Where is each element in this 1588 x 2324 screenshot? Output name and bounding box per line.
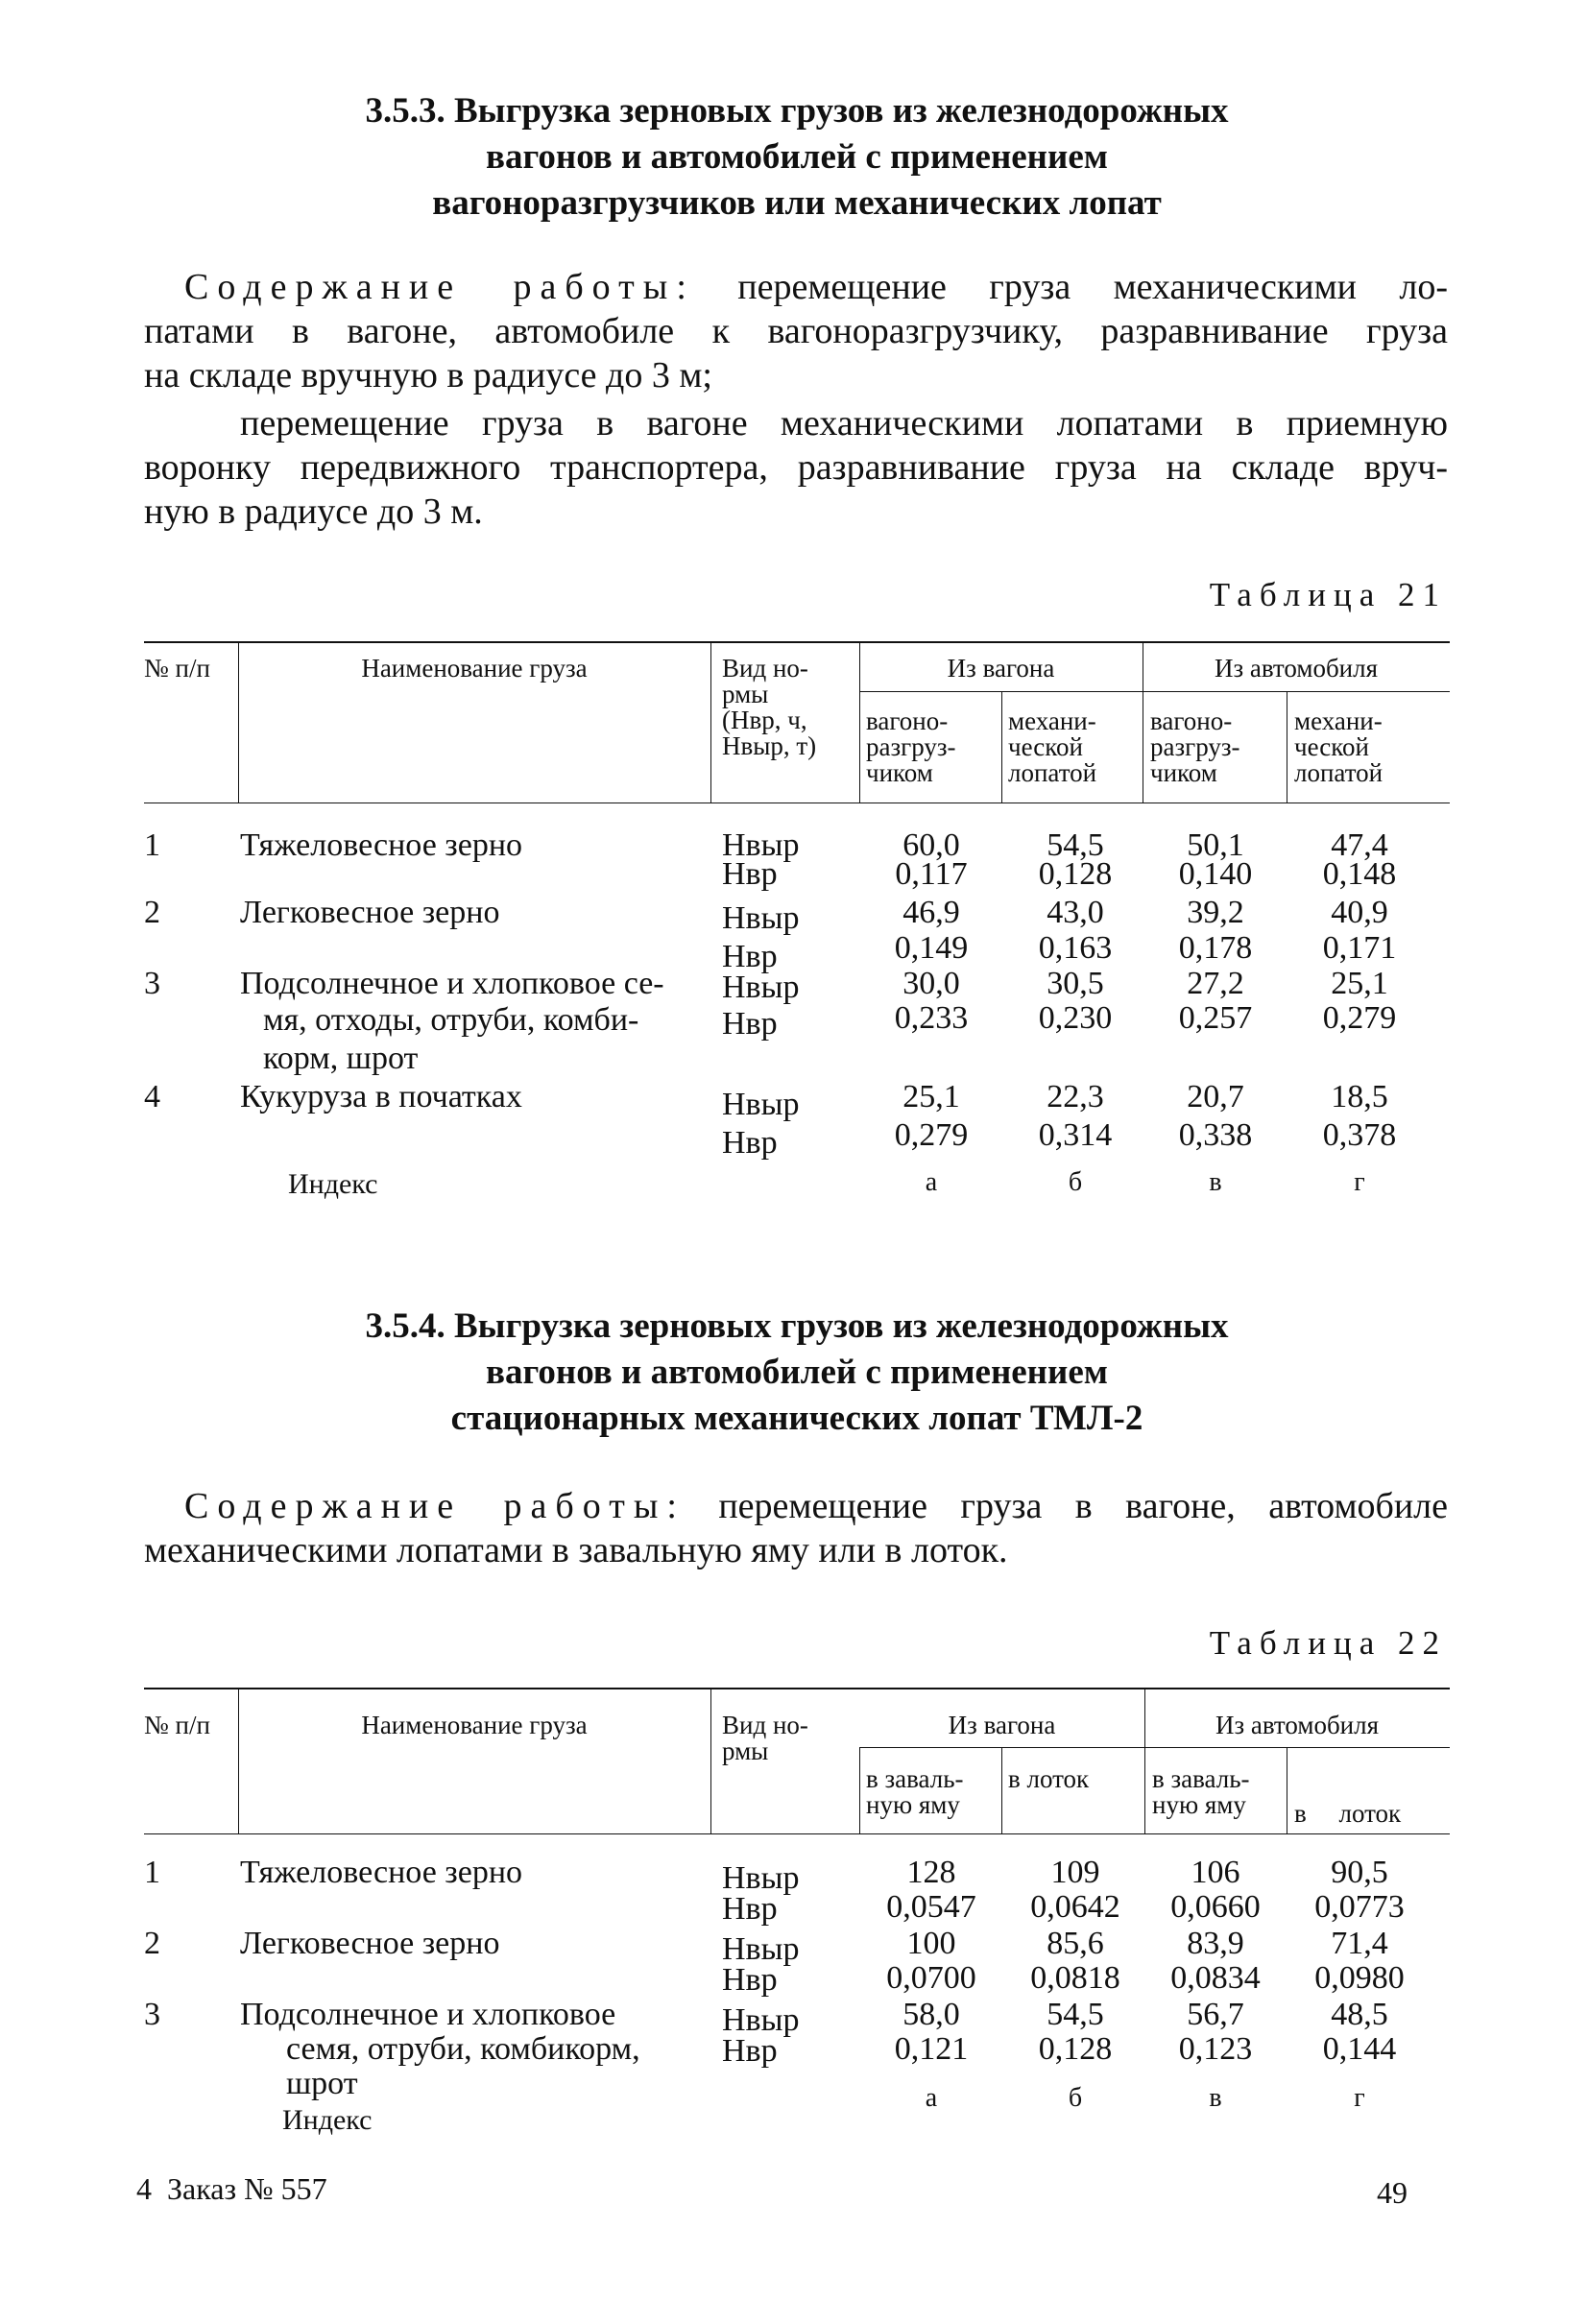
- value-cell: 0,121: [894, 2031, 969, 2067]
- norm-label: Нвыр: [722, 970, 800, 1005]
- value-cell: 106: [1191, 1855, 1240, 1890]
- header-kind-line: рмы: [722, 680, 769, 708]
- heading-line: вагонов и автомобилей с применением: [486, 1353, 1108, 1392]
- value-cell: 54,5: [1047, 827, 1104, 863]
- norm-label: Нвр: [722, 1962, 778, 1998]
- index-cell: г: [1354, 2083, 1365, 2113]
- subheader-line: ную яму: [1152, 1790, 1246, 1819]
- value-cell: 48,5: [1331, 1997, 1388, 2032]
- header-kind-line: Нвыр, т): [722, 731, 817, 760]
- table-22-caption: Таблица 22: [1209, 1624, 1447, 1662]
- value-cell: 109: [1050, 1855, 1100, 1890]
- value-cell: 54,5: [1047, 1997, 1104, 2032]
- value-cell: 0,148: [1322, 856, 1397, 892]
- column-divider: [859, 1747, 860, 1833]
- value-cell: 83,9: [1187, 1926, 1244, 1961]
- subheader-line: в заваль-: [866, 1764, 964, 1793]
- content-label: Содержание работы:: [184, 267, 695, 307]
- value-cell: 0,279: [894, 1117, 969, 1153]
- content-line: механическими лопатами в завальную яму или в лоток.: [144, 1530, 1008, 1570]
- value-cell: 0,0980: [1314, 1960, 1405, 1996]
- row-number: 1: [144, 1855, 160, 1890]
- cargo-name: Легковесное зерно: [240, 1926, 500, 1961]
- column-divider: [1144, 1688, 1145, 1833]
- value-cell: 0,233: [894, 1000, 969, 1036]
- heading-line: 3.5.4. Выгрузка зерновых грузов из железнодорожных: [365, 1306, 1229, 1346]
- subheader-line: вагоно-: [866, 707, 949, 735]
- value-cell: 30,0: [902, 966, 960, 1001]
- table-22-header-rule: [144, 1833, 1450, 1834]
- index-cell: а: [925, 2083, 938, 2113]
- subheader-line: лопатой: [1294, 758, 1383, 787]
- content-line: [144, 1484, 1448, 1528]
- value-cell: 0,230: [1038, 1000, 1113, 1036]
- header-name: Наименование груза: [361, 1711, 588, 1739]
- cargo-name: корм, шрот: [263, 1041, 419, 1076]
- column-divider: [710, 1688, 711, 1833]
- value-cell: 22,3: [1047, 1079, 1104, 1114]
- cargo-name: Подсолнечное и хлопковое: [240, 1997, 616, 2032]
- subheader-line: ную яму: [866, 1790, 960, 1819]
- norm-label: Нвр: [722, 1006, 778, 1042]
- value-cell: 0,0773: [1314, 1889, 1405, 1925]
- header-from-car: Из автомобиля: [1214, 654, 1379, 683]
- value-cell: 30,5: [1047, 966, 1104, 1001]
- norm-label: Нвр: [722, 2033, 778, 2069]
- value-cell: 0,0642: [1030, 1889, 1120, 1925]
- subheader-line: механи-: [1008, 707, 1096, 735]
- norm-label: Нвыр: [722, 2002, 800, 2038]
- cargo-name: семя, отруби, комбикорм,: [286, 2031, 640, 2067]
- value-cell: 0,163: [1038, 930, 1113, 966]
- index-cell: б: [1068, 2083, 1083, 2113]
- norm-label: Нвыр: [722, 1860, 800, 1896]
- subheader-car-pit: [1152, 1766, 1250, 1818]
- subheader-line: вагоно-: [1150, 707, 1233, 735]
- row-number: 2: [144, 895, 160, 930]
- value-cell: 85,6: [1047, 1926, 1104, 1961]
- value-cell: 0,257: [1178, 1000, 1253, 1036]
- heading-line: вагоноразгрузчиков или механических лопат: [432, 183, 1162, 223]
- value-cell: 60,0: [902, 827, 960, 863]
- column-divider: [710, 641, 711, 803]
- section-3-5-4-content: [144, 1484, 1448, 1572]
- subheader-mechanical-shovel: [1008, 708, 1096, 786]
- value-cell: 25,1: [1331, 966, 1388, 1001]
- content-line: ную в радиусе до 3 м.: [144, 491, 483, 532]
- value-cell: 0,279: [1322, 1000, 1397, 1036]
- header-name: Наименование груза: [361, 654, 588, 683]
- index-label: Индекс: [288, 1168, 378, 1200]
- row-number: 4: [144, 1079, 160, 1114]
- subheader-line: чиком: [1150, 758, 1217, 787]
- value-cell: 0,171: [1322, 930, 1397, 966]
- header-from-wagon: Из вагона: [948, 1711, 1056, 1739]
- subheader-line: разгруз-: [866, 732, 956, 761]
- value-cell: 0,0700: [886, 1960, 976, 1996]
- row-number: 3: [144, 966, 160, 1001]
- section-3-5-4-heading: [144, 1304, 1450, 1442]
- section-3-5-3-heading: [144, 88, 1450, 227]
- content-text: перемещение груза в вагоне, автомобиле: [718, 1486, 1448, 1526]
- index-cell: в: [1209, 1167, 1222, 1197]
- header-kind: [722, 656, 816, 759]
- column-divider: [1001, 1747, 1002, 1833]
- value-cell: 58,0: [902, 1997, 960, 2032]
- norm-label: Нвыр: [722, 1931, 800, 1967]
- value-cell: 39,2: [1187, 895, 1244, 930]
- subheader-wagon-tray: [1008, 1766, 1089, 1792]
- index-cell: а: [925, 1167, 938, 1197]
- subheader-line: чиком: [866, 758, 933, 787]
- value-cell: 0,140: [1178, 856, 1253, 892]
- value-cell: 100: [906, 1926, 956, 1961]
- header-kind-line: Вид но-: [722, 1711, 808, 1739]
- value-cell: 0,314: [1038, 1117, 1113, 1153]
- norm-label: Нвр: [722, 1891, 778, 1927]
- value-cell: 50,1: [1187, 827, 1244, 863]
- value-cell: 0,144: [1322, 2031, 1397, 2067]
- value-cell: 0,128: [1038, 2031, 1113, 2067]
- content-label: Содержание работы:: [184, 1486, 686, 1526]
- subheader-line: разгруз-: [1150, 732, 1240, 761]
- cargo-name: мя, отходы, отруби, комби-: [263, 1002, 639, 1038]
- index-cell: в: [1209, 2083, 1222, 2113]
- subheader-car-tray: [1294, 1766, 1401, 1861]
- value-cell: 0,0547: [886, 1889, 976, 1925]
- subheader-line: механи-: [1294, 707, 1383, 735]
- value-cell: 0,178: [1178, 930, 1253, 966]
- value-cell: 0,123: [1178, 2031, 1253, 2067]
- subheader-car-shovel: [1294, 708, 1383, 786]
- cargo-name: Тяжеловесное зерно: [240, 1855, 523, 1890]
- content-line: на складе вручную в радиусе до 3 м;: [144, 355, 712, 395]
- value-cell: 43,0: [1047, 895, 1104, 930]
- content-line: воронку передвижного транспортера, разравнивание груза на складе вруч-: [144, 447, 1448, 488]
- table-21-top-rule: [144, 641, 1450, 643]
- header-no: № п/п: [144, 1711, 210, 1739]
- subheader-line: в лоток: [1294, 1799, 1402, 1828]
- value-cell: 27,2: [1187, 966, 1244, 1001]
- footer-order-number: 4 Заказ № 557: [136, 2171, 327, 2206]
- subheader-car-unloader: [1150, 708, 1240, 786]
- norm-label: Нвыр: [722, 1087, 800, 1122]
- header-kind-line: (Нвр, ч,: [722, 706, 807, 734]
- cargo-name: шрот: [286, 2066, 358, 2101]
- row-number: 1: [144, 827, 160, 863]
- content-line: перемещение груза в вагоне механическими лопатами в приемную: [240, 403, 1448, 443]
- value-cell: 0,117: [895, 856, 968, 892]
- section-3-5-3-content: [144, 265, 1448, 397]
- norm-label: Нвыр: [722, 827, 800, 863]
- column-divider: [238, 1688, 239, 1833]
- subheader-line: ческой: [1008, 732, 1083, 761]
- value-cell: 46,9: [902, 895, 960, 930]
- value-cell: 0,0818: [1030, 1960, 1120, 1996]
- subheader-line: лопатой: [1008, 758, 1097, 787]
- content-line: патами в вагоне, автомобиле к вагоноразгрузчику, разравнивание груза: [144, 311, 1448, 351]
- value-cell: 0,0660: [1170, 1889, 1261, 1925]
- value-cell: 47,4: [1331, 827, 1388, 863]
- group-header-rule: [859, 1747, 1450, 1748]
- norm-label: Нвр: [722, 1125, 778, 1161]
- header-kind: [722, 1713, 808, 1764]
- content-line: [144, 265, 1448, 309]
- value-cell: 18,5: [1331, 1079, 1388, 1114]
- header-from-car: Из автомобиля: [1215, 1711, 1380, 1739]
- cargo-name: Легковесное зерно: [240, 895, 500, 930]
- index-label: Индекс: [282, 2104, 373, 2136]
- heading-line: 3.5.3. Выгрузка зерновых грузов из железнодорожных: [365, 91, 1229, 131]
- norm-label: Нвыр: [722, 900, 800, 936]
- section-3-5-3-content-2: [144, 401, 1448, 534]
- column-divider: [1001, 691, 1002, 803]
- subheader-line: в заваль-: [1152, 1764, 1250, 1793]
- norm-label: Нвр: [722, 939, 778, 974]
- subheader-line: в лоток: [1008, 1764, 1090, 1793]
- value-cell: 25,1: [902, 1079, 960, 1114]
- cargo-name: Подсолнечное и хлопковое се-: [240, 966, 664, 1001]
- subheader-wagon-pit: [866, 1766, 964, 1818]
- header-no: № п/п: [144, 654, 210, 683]
- index-cell: б: [1068, 1167, 1083, 1197]
- value-cell: 56,7: [1187, 1997, 1244, 2032]
- group-header-rule: [859, 691, 1450, 692]
- norm-label: Нвр: [722, 856, 778, 892]
- index-cell: г: [1354, 1167, 1365, 1197]
- value-cell: 0,128: [1038, 856, 1113, 892]
- value-cell: 0,149: [894, 930, 969, 966]
- subheader-wagon-unloader: [866, 708, 956, 786]
- value-cell: 128: [906, 1855, 956, 1890]
- value-cell: 0,0834: [1170, 1960, 1261, 1996]
- value-cell: 71,4: [1331, 1926, 1388, 1961]
- value-cell: 40,9: [1331, 895, 1388, 930]
- subheader-line: ческой: [1294, 732, 1369, 761]
- header-from-wagon: Из вагона: [947, 654, 1055, 683]
- row-number: 2: [144, 1926, 160, 1961]
- page-number: 49: [1377, 2175, 1408, 2210]
- value-cell: 20,7: [1187, 1079, 1244, 1114]
- table-22-top-rule: [144, 1688, 1450, 1689]
- row-number: 3: [144, 1997, 160, 2032]
- header-kind-line: рмы: [722, 1737, 769, 1765]
- table-21-caption: Таблица 21: [1209, 576, 1447, 613]
- cargo-name: Тяжеловесное зерно: [240, 827, 523, 863]
- value-cell: 0,378: [1322, 1117, 1397, 1153]
- heading-line: стационарных механических лопат ТМЛ-2: [450, 1399, 1143, 1438]
- cargo-name: Кукуруза в початках: [240, 1079, 522, 1114]
- header-kind-line: Вид но-: [722, 654, 808, 683]
- value-cell: 90,5: [1331, 1855, 1388, 1890]
- value-cell: 0,338: [1178, 1117, 1253, 1153]
- heading-line: вагонов и автомобилей с применением: [486, 137, 1108, 177]
- content-text: перемещение груза механическими ло-: [737, 267, 1448, 307]
